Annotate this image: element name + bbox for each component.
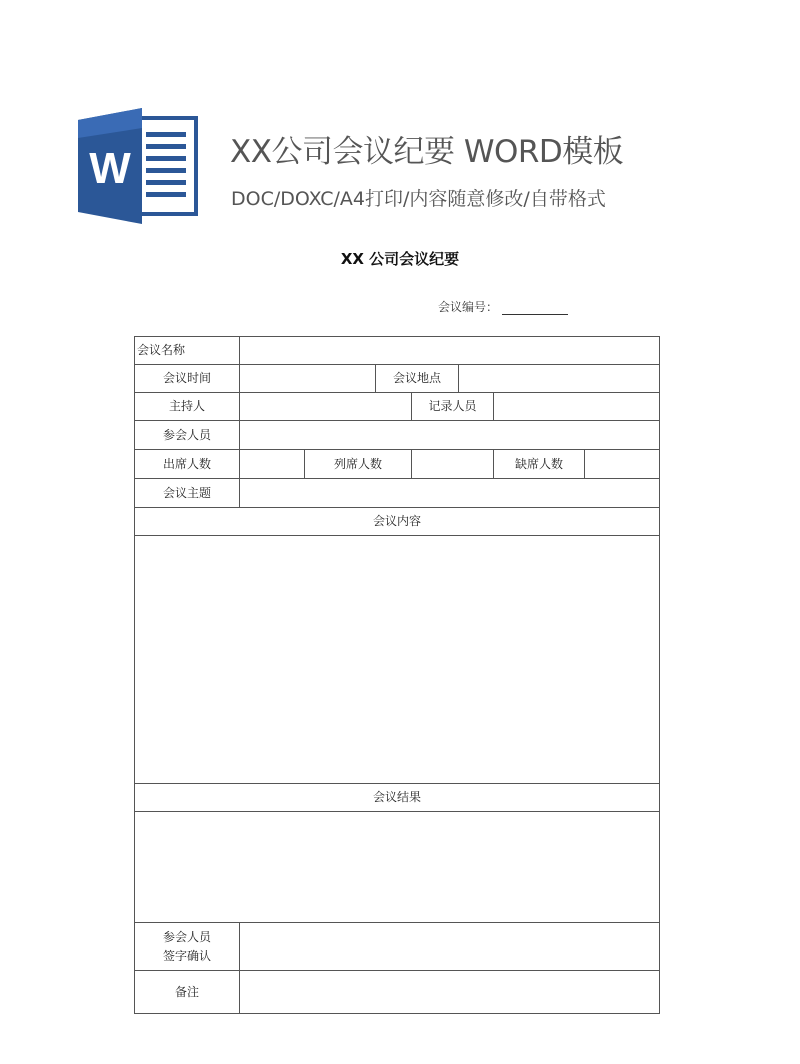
field-host[interactable] (239, 392, 412, 421)
label-recorder: 记录人员 (411, 392, 494, 421)
template-banner (0, 0, 800, 230)
label-meeting-time: 会议时间 (134, 364, 240, 393)
field-signature[interactable] (239, 922, 660, 971)
field-meeting-result[interactable] (134, 811, 660, 923)
section-content-header: 会议内容 (134, 507, 660, 536)
meeting-number-label: 会议编号： (438, 300, 499, 314)
word-logo-icon (76, 108, 198, 224)
field-attendees-count[interactable] (239, 449, 305, 479)
section-result-header: 会议结果 (134, 783, 660, 812)
meeting-number-field[interactable] (502, 300, 568, 315)
field-participants[interactable] (239, 420, 660, 450)
field-meeting-name[interactable] (239, 336, 660, 365)
label-remarks: 备注 (134, 970, 240, 1014)
field-meeting-place[interactable] (458, 364, 660, 393)
document-title: XX 公司会议纪要 (340, 250, 460, 268)
meeting-number (438, 298, 568, 315)
label-meeting-name: 会议名称 (134, 336, 240, 365)
label-signature (134, 922, 240, 971)
label-topic: 会议主题 (134, 478, 240, 508)
field-recorder[interactable] (493, 392, 660, 421)
label-signature-line2: 签字确认 (162, 948, 211, 963)
banner-title: XX公司会议纪要 WORD模板 (230, 134, 624, 170)
field-meeting-time[interactable] (239, 364, 376, 393)
banner-subtitle: DOC/DOXC/A4打印/内容随意修改/自带格式 (231, 188, 606, 210)
meeting-minutes-form (134, 336, 660, 1014)
label-host: 主持人 (134, 392, 240, 421)
label-observers-count: 列席人数 (304, 449, 412, 479)
field-observers-count[interactable] (411, 449, 494, 479)
label-participants: 参会人员 (134, 420, 240, 450)
label-absent-count: 缺席人数 (493, 449, 585, 479)
label-meeting-place: 会议地点 (375, 364, 459, 393)
label-signature-line1: 参会人员 (162, 929, 211, 944)
label-attendees-count: 出席人数 (134, 449, 240, 479)
field-absent-count[interactable] (584, 449, 660, 479)
word-logo-letter: W (89, 144, 131, 193)
field-remarks[interactable] (239, 970, 660, 1014)
field-topic[interactable] (239, 478, 660, 508)
field-meeting-content[interactable] (134, 535, 660, 784)
